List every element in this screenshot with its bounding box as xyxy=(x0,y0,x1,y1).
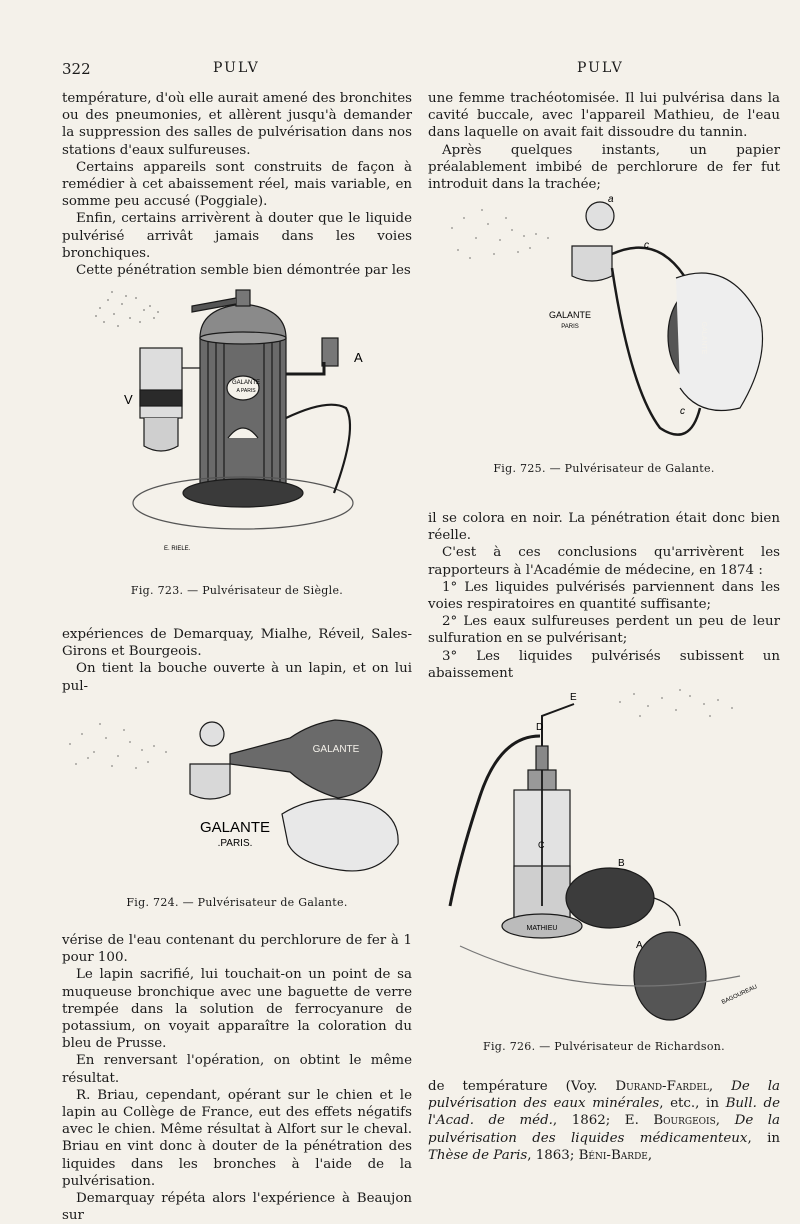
label-a: a xyxy=(608,194,614,205)
running-head-left: PULV xyxy=(213,60,260,76)
page-number: 322 xyxy=(62,60,91,78)
figure-723-siegle-vaporizer xyxy=(88,278,388,568)
base-label: MATHIEU xyxy=(526,925,558,932)
engraver-signature: BAGOUREAU xyxy=(720,984,759,1006)
left-text-block-1 xyxy=(62,90,412,279)
paragraph: En renversant l'opération, on obtint le même résultat. xyxy=(62,1053,412,1086)
paragraph: Après quelques instants, un papier préalablement imbibé de perchlorure de fer fut introduit dans la trachée; xyxy=(428,142,780,193)
spray-mist xyxy=(95,291,159,327)
label-v: V xyxy=(124,392,133,407)
brand-label: GALANTE xyxy=(548,310,592,320)
paragraph: 1° Les liquides pulvérisés parviennent dans les voies respiratoires en quantité suffisante; xyxy=(428,579,780,613)
bibliography-paragraph: de température (Voy. Durand-Fardel, De la pulvérisation des eaux minérales, etc., in Bull. de l'Acad. de méd., 1862; E. Bourgeois, De la pulvérisation des liquides médicamenteux, in Thèse de Paris, 1863; Béni-Barde, xyxy=(428,1079,781,1163)
figure-724-caption: Fig. 724. — Pulvérisateur de Galante. xyxy=(126,896,348,909)
figure-724-galante-bulb xyxy=(60,694,410,894)
right-text-block-1 xyxy=(428,90,780,193)
paragraph: une femme trachéotomisée. Il lui pulvérisa dans la cavité buccale, avec l'appareil Mathieu, de l'eau dans laquelle on avait fait dissoudre du tannin. xyxy=(428,91,780,141)
paragraph: On tient la bouche ouverte à un lapin, et on lui pul- xyxy=(62,661,412,694)
paragraph: Certains appareils sont construits de façon à remédier à cet abaissement réel, mais variable, en somme peu accusé (Poggiale). xyxy=(62,159,412,210)
figure-723-caption: Fig. 723. — Pulvérisateur de Siègle. xyxy=(130,584,344,597)
paragraph: 3° Les liquides pulvérisés subissent un abaissement xyxy=(428,648,780,681)
badge-label-1: GALANTE xyxy=(231,380,261,386)
label-b: B xyxy=(618,858,625,869)
paragraph: Cette pénétration semble bien démontrée par les xyxy=(76,263,411,279)
paragraph: température, d'où elle aurait amené des bronchites ou des pneumonies, et allèrent jusqu'à demander la suppression des salles de pulvérisation dans nos stations d'eaux sulfureuses. xyxy=(62,91,412,158)
running-head-right: PULV xyxy=(577,60,624,76)
bulb-label: GALANTE xyxy=(700,321,707,355)
spray-mist xyxy=(69,723,167,769)
paragraph: Enfin, certains arrivèrent à douter que le liquide pulvérisé arrivât jamais dans les voies bronchiques. xyxy=(62,211,412,261)
paragraph: Le lapin sacrifié, lui touchait-on un point de sa muqueuse bronchique avec une baguette de verre trempée dans la solution de ferrocyanure de potassium, on voyait apparaître la coloration du bleu de Prusse. xyxy=(62,967,412,1052)
paragraph: Demarquay répéta alors l'expérience à Beaujon sur xyxy=(62,1191,412,1224)
paragraph: C'est à ces conclusions qu'arrivèrent les rapporteurs à l'Académie de médecine, en 1874 : xyxy=(428,545,780,578)
left-text-block-2 xyxy=(62,626,412,695)
bulb-label: GALANTE xyxy=(312,744,360,755)
figure-725-galante-pulverizer xyxy=(440,188,780,458)
label-a: A xyxy=(636,940,643,951)
spray-mist xyxy=(619,689,733,717)
label-a: A xyxy=(354,350,363,365)
paragraph: il se colora en noir. La pénétration était donc bien réelle. xyxy=(428,511,780,544)
engraver-signature: E. RIELE. xyxy=(164,546,191,552)
city-label: PARIS xyxy=(561,324,579,330)
badge-label-2: A PARIS xyxy=(236,388,256,394)
label-e: E xyxy=(570,692,577,703)
spray-mist xyxy=(451,209,549,259)
label-d: D xyxy=(536,722,544,733)
label-c: C xyxy=(538,840,545,850)
paragraph: expériences de Demarquay, Mialhe, Réveil, Sales-Girons et Bourgeois. xyxy=(62,627,412,660)
paragraph: 2° Les eaux sulfureuses perdent un peu de leur sulfuration en se pulvérisant; xyxy=(428,614,780,647)
left-text-block-3 xyxy=(62,932,412,1224)
paragraph: R. Briau, cependant, opérant sur le chien et le lapin au Collège de France, eut des effets négatifs avec le chien. Même résultat à Alfort sur le cheval. Briau en vint donc à douter de la pénétration des liquides dans les bronches à l'aide de la pulvérisation. xyxy=(62,1087,412,1189)
figure-726-richardson-pulverizer xyxy=(440,676,780,1026)
brand-label: GALANTE xyxy=(199,819,271,836)
figure-725-caption: Fig. 725. — Pulvérisateur de Galante. xyxy=(493,462,715,475)
right-text-block-3 xyxy=(428,1078,780,1164)
label-c-top: c xyxy=(644,240,649,251)
right-text-block-2 xyxy=(428,510,780,682)
figure-726-caption: Fig. 726. — Pulvérisateur de Richardson. xyxy=(483,1040,725,1053)
label-c-bottom: c xyxy=(680,406,685,417)
city-label: .PARIS. xyxy=(217,838,253,849)
paragraph: vérise de l'eau contenant du perchlorure de fer à 1 pour 100. xyxy=(62,933,412,966)
